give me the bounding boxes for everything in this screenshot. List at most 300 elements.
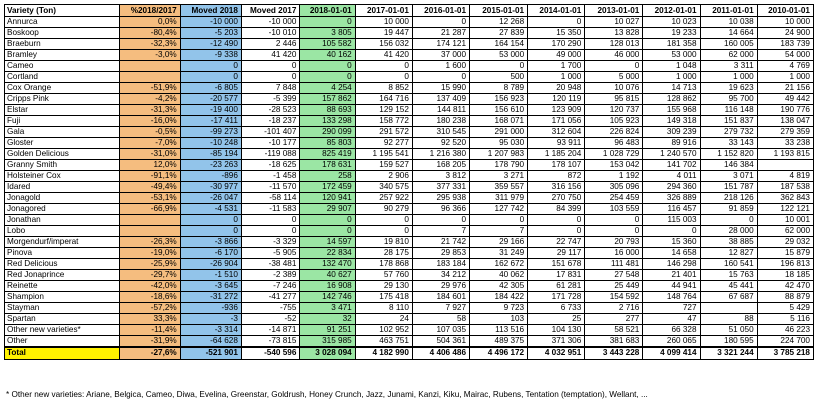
table-cell[interactable]: 4 819 — [757, 171, 813, 182]
table-cell[interactable]: 0 — [585, 215, 643, 226]
table-cell[interactable]: 162 672 — [470, 259, 528, 270]
table-cell[interactable]: 32 — [300, 314, 355, 325]
total-cell[interactable]: 4 099 414 — [643, 347, 700, 359]
variety-name-cell[interactable]: Fuji — [5, 116, 120, 127]
table-cell[interactable]: 3 271 — [470, 171, 528, 182]
table-cell[interactable]: 1 000 — [643, 72, 700, 83]
table-cell[interactable]: 19 447 — [355, 28, 412, 39]
table-cell[interactable]: 146 384 — [700, 160, 757, 171]
table-cell[interactable]: 92 520 — [412, 138, 469, 149]
table-cell[interactable]: 181 358 — [643, 39, 700, 50]
table-cell[interactable]: 29 166 — [470, 237, 528, 248]
table-cell[interactable]: 10 027 — [585, 17, 643, 28]
variety-name-cell[interactable]: Reinette — [5, 281, 120, 292]
table-cell[interactable]: 326 889 — [643, 193, 700, 204]
table-cell[interactable]: 58 — [412, 314, 469, 325]
table-cell[interactable]: -49,4% — [119, 182, 180, 193]
table-cell[interactable]: -26,3% — [119, 237, 180, 248]
total-cell[interactable]: -540 596 — [241, 347, 299, 359]
column-header[interactable]: 2017-01-01 — [355, 5, 412, 17]
table-cell[interactable]: 15 360 — [643, 237, 700, 248]
table-cell[interactable]: -80,4% — [119, 28, 180, 39]
table-cell[interactable]: -32,3% — [119, 39, 180, 50]
table-cell[interactable]: 53 000 — [643, 50, 700, 61]
table-cell[interactable]: 0 — [180, 215, 241, 226]
variety-name-cell[interactable]: Stayman — [5, 303, 120, 314]
table-cell[interactable]: 62 000 — [757, 226, 813, 237]
table-cell[interactable]: 90 279 — [355, 204, 412, 215]
table-cell[interactable]: -30 977 — [180, 182, 241, 193]
table-cell[interactable]: 91 859 — [700, 204, 757, 215]
column-header[interactable]: Variety (Ton) — [5, 5, 120, 17]
table-cell[interactable]: 51 050 — [700, 325, 757, 336]
table-cell[interactable]: 1 207 983 — [470, 149, 528, 160]
table-cell[interactable]: 183 184 — [412, 259, 469, 270]
table-cell[interactable]: 170 290 — [528, 39, 585, 50]
table-cell[interactable]: -3 314 — [180, 325, 241, 336]
table-cell[interactable]: -5 203 — [180, 28, 241, 39]
table-cell[interactable]: 0 — [300, 61, 355, 72]
table-cell[interactable]: 4 769 — [757, 61, 813, 72]
table-cell[interactable]: 111 481 — [585, 259, 643, 270]
table-cell[interactable] — [119, 61, 180, 72]
table-cell[interactable]: -85 194 — [180, 149, 241, 160]
table-cell[interactable]: -31,9% — [119, 336, 180, 348]
column-header[interactable]: 2018-01-01 — [300, 5, 355, 17]
table-cell[interactable]: 10 038 — [700, 17, 757, 28]
table-cell[interactable]: 172 459 — [300, 182, 355, 193]
table-cell[interactable]: 49 000 — [528, 50, 585, 61]
variety-name-cell[interactable]: Idared — [5, 182, 120, 193]
table-cell[interactable]: 12,0% — [119, 160, 180, 171]
variety-name-cell[interactable]: Golden Delicious — [5, 149, 120, 160]
table-cell[interactable]: 0 — [528, 215, 585, 226]
table-cell[interactable]: 22 834 — [300, 248, 355, 259]
table-cell[interactable]: 226 824 — [585, 127, 643, 138]
table-cell[interactable]: 175 418 — [355, 292, 412, 303]
table-cell[interactable]: 107 035 — [412, 325, 469, 336]
table-cell[interactable]: 1 000 — [528, 72, 585, 83]
table-cell[interactable]: 115 003 — [643, 215, 700, 226]
table-cell[interactable]: 0 — [528, 17, 585, 28]
table-cell[interactable]: -29,7% — [119, 270, 180, 281]
table-cell[interactable]: 127 742 — [470, 204, 528, 215]
table-cell[interactable]: 93 911 — [528, 138, 585, 149]
table-cell[interactable]: 171 056 — [528, 116, 585, 127]
table-cell[interactable]: 315 985 — [300, 336, 355, 348]
table-cell[interactable]: 183 739 — [757, 39, 813, 50]
table-cell[interactable]: 3 805 — [300, 28, 355, 39]
table-cell[interactable]: 31 249 — [470, 248, 528, 259]
table-cell[interactable]: -66,9% — [119, 204, 180, 215]
total-cell[interactable]: 3 321 244 — [700, 347, 757, 359]
table-cell[interactable]: 291 572 — [355, 127, 412, 138]
table-cell[interactable]: 40 162 — [300, 50, 355, 61]
table-cell[interactable]: -10 000 — [241, 17, 299, 28]
table-cell[interactable]: -119 088 — [241, 149, 299, 160]
variety-name-cell[interactable]: Cripps Pink — [5, 94, 120, 105]
table-cell[interactable]: 13 828 — [585, 28, 643, 39]
table-cell[interactable]: 316 156 — [528, 182, 585, 193]
table-cell[interactable]: 105 582 — [300, 39, 355, 50]
table-cell[interactable]: 359 557 — [470, 182, 528, 193]
table-cell[interactable]: 148 764 — [643, 292, 700, 303]
table-cell[interactable]: 178 631 — [300, 160, 355, 171]
table-cell[interactable]: 156 610 — [470, 105, 528, 116]
variety-name-cell[interactable]: Braeburn — [5, 39, 120, 50]
table-cell[interactable]: 0 — [180, 226, 241, 237]
table-cell[interactable]: 5 116 — [757, 314, 813, 325]
table-cell[interactable]: 2 906 — [355, 171, 412, 182]
table-cell[interactable]: 54 000 — [757, 50, 813, 61]
table-cell[interactable]: 0 — [355, 61, 412, 72]
table-cell[interactable]: -99 273 — [180, 127, 241, 138]
table-cell[interactable]: 19 233 — [643, 28, 700, 39]
table-cell[interactable]: -2 389 — [241, 270, 299, 281]
table-cell[interactable]: 88 879 — [757, 292, 813, 303]
column-header[interactable]: Moved 2018 — [180, 5, 241, 17]
table-cell[interactable]: -42,0% — [119, 281, 180, 292]
table-cell[interactable]: 190 776 — [757, 105, 813, 116]
column-header[interactable]: 2013-01-01 — [585, 5, 643, 17]
table-cell[interactable]: 257 922 — [355, 193, 412, 204]
table-cell[interactable]: 19 810 — [355, 237, 412, 248]
table-cell[interactable]: -41 277 — [241, 292, 299, 303]
table-cell[interactable]: 187 538 — [757, 182, 813, 193]
table-cell[interactable]: 1 700 — [528, 61, 585, 72]
table-cell[interactable]: 8 110 — [355, 303, 412, 314]
table-cell[interactable]: 15 350 — [528, 28, 585, 39]
table-cell[interactable]: 21 287 — [412, 28, 469, 39]
table-cell[interactable]: 120 119 — [528, 94, 585, 105]
table-cell[interactable]: 171 728 — [528, 292, 585, 303]
table-cell[interactable]: 260 065 — [643, 336, 700, 348]
table-cell[interactable] — [700, 303, 757, 314]
variety-name-cell[interactable]: Gala — [5, 127, 120, 138]
table-cell[interactable]: -73 815 — [241, 336, 299, 348]
table-cell[interactable]: 3 071 — [700, 171, 757, 182]
table-cell[interactable]: -14 871 — [241, 325, 299, 336]
table-cell[interactable]: 156 923 — [470, 94, 528, 105]
table-cell[interactable]: -3,0% — [119, 50, 180, 61]
total-cell[interactable]: 3 785 218 — [757, 347, 813, 359]
table-cell[interactable]: -18 625 — [241, 160, 299, 171]
table-cell[interactable]: -10 248 — [180, 138, 241, 149]
table-cell[interactable]: -101 407 — [241, 127, 299, 138]
table-cell[interactable]: 14 658 — [643, 248, 700, 259]
table-cell[interactable]: -6 170 — [180, 248, 241, 259]
table-cell[interactable]: 0,0% — [119, 17, 180, 28]
table-cell[interactable]: 1 600 — [412, 61, 469, 72]
table-cell[interactable]: 89 916 — [643, 138, 700, 149]
table-cell[interactable]: 0 — [180, 61, 241, 72]
table-cell[interactable]: 96 483 — [585, 138, 643, 149]
table-cell[interactable]: 123 909 — [528, 105, 585, 116]
table-cell[interactable]: -18 237 — [241, 116, 299, 127]
table-cell[interactable]: 20 793 — [585, 237, 643, 248]
variety-name-cell[interactable]: Boskoop — [5, 28, 120, 39]
table-cell[interactable]: 0 — [412, 215, 469, 226]
table-cell[interactable]: -5 905 — [241, 248, 299, 259]
table-cell[interactable]: -25,9% — [119, 259, 180, 270]
variety-name-cell[interactable]: Red Delicious — [5, 259, 120, 270]
table-cell[interactable]: 196 813 — [757, 259, 813, 270]
table-cell[interactable]: -11 583 — [241, 204, 299, 215]
table-cell[interactable]: 178 868 — [355, 259, 412, 270]
table-cell[interactable]: 0 — [355, 215, 412, 226]
table-cell[interactable]: 67 687 — [700, 292, 757, 303]
table-cell[interactable]: 24 900 — [757, 28, 813, 39]
table-cell[interactable] — [119, 226, 180, 237]
table-cell[interactable]: 0 — [300, 72, 355, 83]
table-cell[interactable]: 153 042 — [585, 160, 643, 171]
total-cell[interactable]: 3 443 228 — [585, 347, 643, 359]
table-cell[interactable]: 158 772 — [355, 116, 412, 127]
column-header[interactable]: %2018/2017 — [119, 5, 180, 17]
variety-name-cell[interactable]: Shampion — [5, 292, 120, 303]
table-cell[interactable]: 270 750 — [528, 193, 585, 204]
table-cell[interactable]: 0 — [180, 72, 241, 83]
table-cell[interactable]: 128 013 — [585, 39, 643, 50]
table-cell[interactable]: 103 — [470, 314, 528, 325]
table-cell[interactable]: 1 000 — [700, 72, 757, 83]
table-cell[interactable]: 2 446 — [241, 39, 299, 50]
table-cell[interactable]: 14 664 — [700, 28, 757, 39]
table-cell[interactable]: 10 023 — [643, 17, 700, 28]
table-cell[interactable]: 88 693 — [300, 105, 355, 116]
variety-name-cell[interactable]: Cameo — [5, 61, 120, 72]
table-cell[interactable]: 3 812 — [412, 171, 469, 182]
variety-name-cell[interactable]: Jonathan — [5, 215, 120, 226]
table-cell[interactable]: 21 401 — [643, 270, 700, 281]
column-header[interactable]: 2012-01-01 — [643, 5, 700, 17]
table-cell[interactable]: 3 471 — [300, 303, 355, 314]
table-cell[interactable]: 0 — [585, 61, 643, 72]
table-cell[interactable]: 0 — [300, 215, 355, 226]
table-cell[interactable]: 340 575 — [355, 182, 412, 193]
table-cell[interactable]: 47 — [643, 314, 700, 325]
table-cell[interactable]: -936 — [180, 303, 241, 314]
table-cell[interactable]: 104 130 — [528, 325, 585, 336]
table-cell[interactable]: 122 121 — [757, 204, 813, 215]
table-cell[interactable]: 12 268 — [470, 17, 528, 28]
table-cell[interactable]: 295 938 — [412, 193, 469, 204]
table-cell[interactable]: 37 000 — [412, 50, 469, 61]
table-cell[interactable]: 113 516 — [470, 325, 528, 336]
table-cell[interactable]: 184 422 — [470, 292, 528, 303]
total-cell[interactable]: 4 182 990 — [355, 347, 412, 359]
table-cell[interactable]: 0 — [412, 17, 469, 28]
table-cell[interactable]: 291 000 — [470, 127, 528, 138]
table-cell[interactable]: 28 000 — [700, 226, 757, 237]
table-cell[interactable]: 137 409 — [412, 94, 469, 105]
table-cell[interactable]: 33 238 — [757, 138, 813, 149]
table-cell[interactable]: -10 000 — [180, 17, 241, 28]
table-cell[interactable]: 178 790 — [470, 160, 528, 171]
variety-name-cell[interactable]: Bramley — [5, 50, 120, 61]
total-cell[interactable]: Total — [5, 347, 120, 359]
table-cell[interactable]: 174 121 — [412, 39, 469, 50]
table-cell[interactable]: -38 481 — [241, 259, 299, 270]
table-cell[interactable]: 160 005 — [700, 39, 757, 50]
table-cell[interactable]: -26 047 — [180, 193, 241, 204]
table-cell[interactable]: 7 927 — [412, 303, 469, 314]
table-cell[interactable]: 15 990 — [412, 83, 469, 94]
table-cell[interactable]: 45 441 — [700, 281, 757, 292]
table-cell[interactable]: 10 000 — [757, 17, 813, 28]
variety-name-cell[interactable]: Spartan — [5, 314, 120, 325]
table-cell[interactable]: 371 306 — [528, 336, 585, 348]
table-cell[interactable]: 128 862 — [643, 94, 700, 105]
variety-name-cell[interactable]: Other new varieties* — [5, 325, 120, 336]
table-cell[interactable]: -31 272 — [180, 292, 241, 303]
table-cell[interactable]: 157 862 — [300, 94, 355, 105]
table-cell[interactable]: -18,6% — [119, 292, 180, 303]
table-cell[interactable]: 164 716 — [355, 94, 412, 105]
table-cell[interactable]: -19 400 — [180, 105, 241, 116]
table-cell[interactable]: 132 470 — [300, 259, 355, 270]
variety-name-cell[interactable]: Holsteiner Cox — [5, 171, 120, 182]
table-cell[interactable]: 95 700 — [700, 94, 757, 105]
table-cell[interactable]: 381 683 — [585, 336, 643, 348]
table-cell[interactable]: -5 399 — [241, 94, 299, 105]
table-cell[interactable]: 95 815 — [585, 94, 643, 105]
table-cell[interactable]: 15 763 — [700, 270, 757, 281]
table-cell[interactable]: 7 848 — [241, 83, 299, 94]
table-cell[interactable]: 18 185 — [757, 270, 813, 281]
table-cell[interactable]: -26 904 — [180, 259, 241, 270]
table-cell[interactable]: 178 107 — [528, 160, 585, 171]
table-cell[interactable]: 10 076 — [585, 83, 643, 94]
table-cell[interactable]: 84 399 — [528, 204, 585, 215]
table-cell[interactable]: 6 733 — [528, 303, 585, 314]
table-cell[interactable]: 155 968 — [643, 105, 700, 116]
table-cell[interactable]: 29 130 — [355, 281, 412, 292]
table-cell[interactable]: 218 126 — [700, 193, 757, 204]
table-cell[interactable]: 0 — [241, 215, 299, 226]
table-cell[interactable]: -64 628 — [180, 336, 241, 348]
table-cell[interactable]: 25 — [528, 314, 585, 325]
table-cell[interactable]: -7,0% — [119, 138, 180, 149]
variety-name-cell[interactable]: Granny Smith — [5, 160, 120, 171]
table-cell[interactable]: 1 152 820 — [700, 149, 757, 160]
table-cell[interactable]: 1 000 — [757, 72, 813, 83]
table-cell[interactable]: 120 941 — [300, 193, 355, 204]
table-cell[interactable]: 1 192 — [585, 171, 643, 182]
table-cell[interactable]: 0 — [355, 226, 412, 237]
table-cell[interactable]: 825 419 — [300, 149, 355, 160]
table-cell[interactable]: 133 298 — [300, 116, 355, 127]
table-cell[interactable]: -1 458 — [241, 171, 299, 182]
table-cell[interactable]: 311 979 — [470, 193, 528, 204]
table-cell[interactable]: 116 457 — [643, 204, 700, 215]
table-cell[interactable]: 151 787 — [700, 182, 757, 193]
table-cell[interactable]: 258 — [300, 171, 355, 182]
table-cell[interactable]: 24 — [355, 314, 412, 325]
table-cell[interactable]: 0 — [470, 61, 528, 72]
variety-name-cell[interactable]: Morgendurf/imperat — [5, 237, 120, 248]
table-cell[interactable]: 27 548 — [585, 270, 643, 281]
table-cell[interactable]: 16 000 — [585, 248, 643, 259]
table-cell[interactable]: 164 154 — [470, 39, 528, 50]
table-cell[interactable]: 159 527 — [355, 160, 412, 171]
table-cell[interactable]: 62 000 — [700, 50, 757, 61]
table-cell[interactable]: 279 359 — [757, 127, 813, 138]
table-cell[interactable]: 95 030 — [470, 138, 528, 149]
variety-name-cell[interactable]: Cortland — [5, 72, 120, 83]
total-cell[interactable]: 4 032 951 — [528, 347, 585, 359]
table-cell[interactable]: 15 879 — [757, 248, 813, 259]
variety-name-cell[interactable]: Lobo — [5, 226, 120, 237]
table-cell[interactable]: -0,5% — [119, 127, 180, 138]
table-cell[interactable]: 0 — [470, 215, 528, 226]
table-cell[interactable]: 168 071 — [470, 116, 528, 127]
table-cell[interactable]: 16 908 — [300, 281, 355, 292]
total-cell[interactable]: -521 901 — [180, 347, 241, 359]
table-cell[interactable]: 294 360 — [643, 182, 700, 193]
table-cell[interactable]: 151 837 — [700, 116, 757, 127]
table-cell[interactable]: 33 143 — [700, 138, 757, 149]
table-cell[interactable]: 277 — [585, 314, 643, 325]
table-cell[interactable]: -11,4% — [119, 325, 180, 336]
table-cell[interactable]: 504 361 — [412, 336, 469, 348]
table-cell[interactable]: 29 117 — [528, 248, 585, 259]
table-cell[interactable]: 20 948 — [528, 83, 585, 94]
table-cell[interactable]: -3 — [180, 314, 241, 325]
table-cell[interactable]: -20 577 — [180, 94, 241, 105]
table-cell[interactable]: 85 803 — [300, 138, 355, 149]
table-cell[interactable]: 42 305 — [470, 281, 528, 292]
table-cell[interactable]: 149 318 — [643, 116, 700, 127]
table-cell[interactable]: 0 — [528, 226, 585, 237]
table-cell[interactable]: 19 623 — [700, 83, 757, 94]
table-cell[interactable]: 0 — [643, 226, 700, 237]
table-cell[interactable]: 5 429 — [757, 303, 813, 314]
table-cell[interactable]: -7 246 — [241, 281, 299, 292]
table-cell[interactable]: 91 251 — [300, 325, 355, 336]
table-cell[interactable]: -58 114 — [241, 193, 299, 204]
table-cell[interactable]: 1 193 815 — [757, 149, 813, 160]
table-cell[interactable]: 7 — [470, 226, 528, 237]
table-cell[interactable]: -53,1% — [119, 193, 180, 204]
table-cell[interactable]: 120 737 — [585, 105, 643, 116]
table-cell[interactable] — [119, 72, 180, 83]
table-cell[interactable]: 309 239 — [643, 127, 700, 138]
table-cell[interactable]: 463 751 — [355, 336, 412, 348]
variety-name-cell[interactable]: Red Jonaprince — [5, 270, 120, 281]
table-cell[interactable]: 2 716 — [585, 303, 643, 314]
table-cell[interactable]: 362 843 — [757, 193, 813, 204]
variety-name-cell[interactable]: Other — [5, 336, 120, 348]
table-cell[interactable]: -1 510 — [180, 270, 241, 281]
table-cell[interactable]: 224 700 — [757, 336, 813, 348]
table-cell[interactable]: 29 907 — [300, 204, 355, 215]
table-cell[interactable]: 305 096 — [585, 182, 643, 193]
column-header[interactable]: 2014-01-01 — [528, 5, 585, 17]
table-cell[interactable]: 61 281 — [528, 281, 585, 292]
table-cell[interactable]: 254 459 — [585, 193, 643, 204]
table-cell[interactable]: 7 — [412, 226, 469, 237]
table-cell[interactable]: 144 811 — [412, 105, 469, 116]
table-cell[interactable]: 92 277 — [355, 138, 412, 149]
table-cell[interactable]: -57,2% — [119, 303, 180, 314]
column-header[interactable]: 2016-01-01 — [412, 5, 469, 17]
table-cell[interactable]: 0 — [585, 226, 643, 237]
table-cell[interactable]: 3 311 — [700, 61, 757, 72]
table-cell[interactable]: 38 885 — [700, 237, 757, 248]
table-cell[interactable]: -23 263 — [180, 160, 241, 171]
table-cell[interactable] — [119, 215, 180, 226]
